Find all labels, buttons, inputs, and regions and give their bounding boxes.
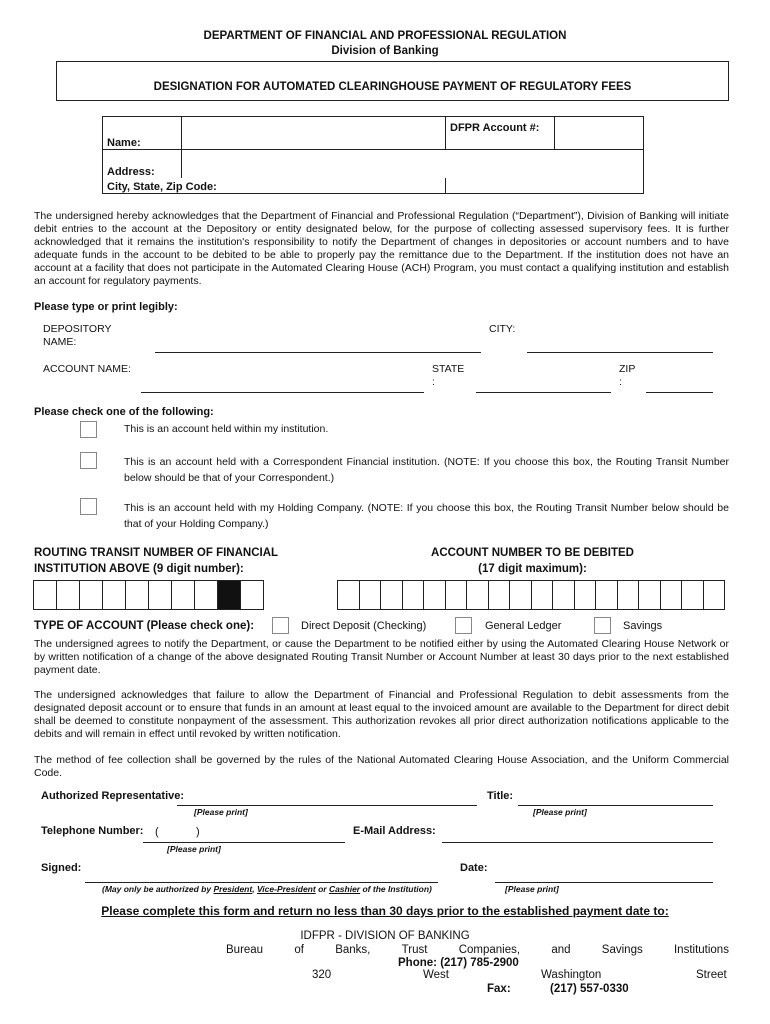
routing-digit-box[interactable] (34, 581, 57, 609)
bureau-word: of (294, 944, 304, 956)
signed-label: Signed: (41, 862, 82, 874)
signer-note-comma: , (252, 884, 257, 894)
account-digit-box[interactable] (532, 581, 554, 609)
account-digit-box[interactable] (575, 581, 597, 609)
street-number: 320 (312, 969, 332, 981)
account-number-label-line1: ACCOUNT NUMBER TO BE DEBITED (431, 547, 634, 559)
account-digit-box[interactable] (553, 581, 575, 609)
routing-digit-box[interactable] (80, 581, 103, 609)
fax-number: (217) 557-0330 (550, 983, 629, 995)
account-digit-box[interactable] (596, 581, 618, 609)
street-west: West (423, 969, 449, 981)
vice-president-text: Vice-President (256, 884, 316, 894)
depository-name-label: NAME: (43, 336, 77, 348)
own-institution-label: This is an account held within my institution. (124, 423, 329, 435)
account-digit-box[interactable] (424, 581, 446, 609)
authorized-rep-label: Authorized Representative: (41, 790, 185, 802)
zip-label: ZIP (619, 363, 636, 375)
email-line[interactable] (442, 842, 713, 843)
holding-company-label: This is an account held with my Holding Company. (NOTE: If you choose this box, the Routing Transit Number below should be that of your Holding Company.) (124, 502, 729, 530)
title-label: Title: (487, 790, 514, 802)
dfpr-account-field[interactable] (555, 117, 644, 150)
routing-digit-box[interactable] (57, 581, 80, 609)
bureau-word: Bureau (226, 944, 264, 956)
rep-print-note: [Please print] (194, 807, 248, 817)
title-print-note: [Please print] (533, 807, 587, 817)
account-digit-box[interactable] (682, 581, 704, 609)
phone-number: (217) 785-2900 (440, 957, 519, 969)
form-title: DESIGNATION FOR AUTOMATED CLEARINGHOUSE PAYMENT OF REGULATORY FEES (153, 81, 632, 93)
signer-note-post: of the Institution) (360, 884, 432, 894)
account-number-label-line2: (17 digit maximum): (478, 563, 587, 575)
zip-colon: : (619, 376, 622, 388)
routing-label-line2: INSTITUTION ABOVE (9 digit number): (34, 563, 244, 575)
account-digit-box[interactable] (446, 581, 468, 609)
telephone-label: Telephone Number: (41, 825, 144, 837)
date-label: Date: (460, 862, 488, 874)
notification-paragraph: The undersigned agrees to notify the Department, or cause the Department to be notified either by using the Automated Clearing House Network or by written notification of a change of the above designated Routing Transit Number or Account Number at least 30 days prior to the next established payment date. (34, 638, 729, 676)
president-text: President (213, 884, 253, 894)
date-line[interactable] (495, 882, 713, 883)
signer-note-or: or (315, 884, 329, 894)
correspondent-label: This is an account held with a Correspondent Financial institution. (NOTE: If you choose this box, the Routing Transit Number below should be that of your Correspondent.) (124, 456, 729, 484)
phone-paren-open: ( (155, 826, 159, 838)
account-number-boxes[interactable] (337, 580, 725, 610)
address-label: Address: (103, 150, 182, 178)
savings-label: Savings (623, 620, 663, 632)
depository-label: DEPOSITORY (43, 323, 112, 335)
account-name-label: ACCOUNT NAME: (43, 363, 131, 375)
routing-digit-box[interactable] (172, 581, 195, 609)
signer-note (102, 884, 432, 894)
routing-digit-box[interactable] (218, 581, 241, 609)
failure-paragraph: The undersigned acknowledges that failure to allow the Department of Financial and Professional Regulation to debit assessments from the designated deposit account or to ensure that funds in an amount at least equal to the invoiced amount are available to the Department for direct debit shall be deemed to constitute nonpayment of the assessment. This authorization revokes all prior direct authorization notifications applicable to the debits and will remain in effect until revoked by written notification. (34, 689, 729, 740)
state-colon: : (432, 376, 435, 388)
state-line[interactable] (476, 392, 611, 393)
routing-digit-box[interactable] (103, 581, 126, 609)
intro-paragraph: The undersigned hereby acknowledges that the Department of Financial and Professional Regulation (“Department”), Division of Banking will initiate debit entries to the account at the Depository or entity designated below, for the purpose of collecting assessed supervisory fees. It is further acknowledged that it remains the institution's responsibility to notify the Department of changes in depositories or account numbers and to have adequate funds in the account to be debited to be able to properly pay the remittance due to the Department. If the institution does not have an account at a facility that does not participate in the Automated Clearing House (ACH) Program, you must contact a qualifying institution and establish an account for regulatory payments. (34, 210, 729, 287)
return-instructions: Please complete this form and return no less than 30 days prior to the established payment date to: (101, 904, 669, 918)
email-label: E-Mail Address: (353, 825, 436, 837)
account-digit-box[interactable] (360, 581, 382, 609)
authorized-rep-line[interactable] (177, 805, 477, 806)
street-washington: Washington (541, 969, 602, 981)
general-ledger-label: General Ledger (485, 620, 562, 632)
address-field[interactable] (182, 150, 644, 178)
city-line[interactable] (527, 352, 713, 353)
date-print-note: [Please print] (505, 884, 559, 894)
division-title: Division of Banking (331, 45, 439, 57)
form-title-box (56, 61, 729, 101)
print-legibly-label: Please type or print legibly: (34, 301, 178, 313)
own-institution-checkbox[interactable] (80, 421, 97, 438)
account-digit-box[interactable] (381, 581, 403, 609)
governing-rules-paragraph: The method of fee collection shall be governed by the rules of the National Automated Clearing House Association, and the Uniform Commercial Code. (34, 754, 729, 779)
account-type-label: TYPE OF ACCOUNT (Please check one): (34, 620, 255, 632)
zip-line[interactable] (646, 392, 713, 393)
account-name-line[interactable] (141, 392, 424, 393)
phone-print-note: [Please print] (167, 844, 221, 854)
routing-label-line1: ROUTING TRANSIT NUMBER OF FINANCIAL (34, 547, 279, 559)
agency-name: IDFPR - DIVISION OF BANKING (300, 930, 470, 942)
signer-note-pre: (May only be authorized by (102, 884, 214, 894)
routing-digit-box[interactable] (149, 581, 172, 609)
account-digit-box[interactable] (510, 581, 532, 609)
city-label: CITY: (489, 323, 516, 335)
account-digit-box[interactable] (467, 581, 489, 609)
signature-line[interactable] (85, 882, 438, 883)
account-digit-box[interactable] (338, 581, 360, 609)
phone-paren-close: ) (196, 826, 200, 838)
cashier-text: Cashier (328, 884, 361, 894)
account-digit-box[interactable] (618, 581, 640, 609)
account-digit-box[interactable] (403, 581, 425, 609)
savings-checkbox[interactable] (594, 617, 611, 634)
holding-company-checkbox[interactable] (80, 498, 97, 515)
name-label: Name: (103, 117, 182, 150)
institution-info-table (102, 116, 644, 194)
bureau-word: Institutions (673, 944, 729, 956)
account-digit-box[interactable] (661, 581, 683, 609)
routing-digit-box[interactable] (126, 581, 149, 609)
account-digit-box[interactable] (639, 581, 661, 609)
fax-label: Fax: (487, 983, 511, 995)
bureau-word: Banks, (335, 944, 371, 956)
bureau-line (226, 944, 729, 956)
direct-deposit-label: Direct Deposit (Checking) (301, 620, 427, 632)
bureau-word: and (551, 944, 571, 956)
general-ledger-checkbox[interactable] (455, 617, 472, 634)
bureau-word: Companies, (458, 944, 521, 956)
city-state-zip-field[interactable] (446, 178, 644, 194)
routing-number-boxes[interactable] (33, 580, 264, 610)
telephone-line[interactable] (143, 842, 345, 843)
check-one-heading: Please check one of the following: (34, 406, 214, 418)
phone-label: Phone: (398, 957, 437, 969)
direct-deposit-checkbox[interactable] (272, 617, 289, 634)
dfpr-account-label: DFPR Account #: (446, 117, 555, 150)
department-title: DEPARTMENT OF FINANCIAL AND PROFESSIONAL REGULATION (203, 30, 567, 42)
phone-line (398, 957, 519, 969)
state-label: STATE (432, 363, 465, 375)
title-line[interactable] (518, 805, 713, 806)
account-digit-box[interactable] (489, 581, 511, 609)
routing-digit-box[interactable] (241, 581, 263, 609)
correspondent-checkbox[interactable] (80, 452, 97, 469)
depository-name-line[interactable] (155, 352, 481, 353)
routing-digit-box[interactable] (195, 581, 218, 609)
street-word: Street (696, 969, 727, 981)
bureau-word: Trust (401, 944, 428, 956)
account-digit-box[interactable] (704, 581, 725, 609)
city-state-zip-label: City, State, Zip Code: (103, 178, 446, 194)
name-field[interactable] (182, 117, 446, 150)
bureau-word: Savings (601, 944, 643, 956)
